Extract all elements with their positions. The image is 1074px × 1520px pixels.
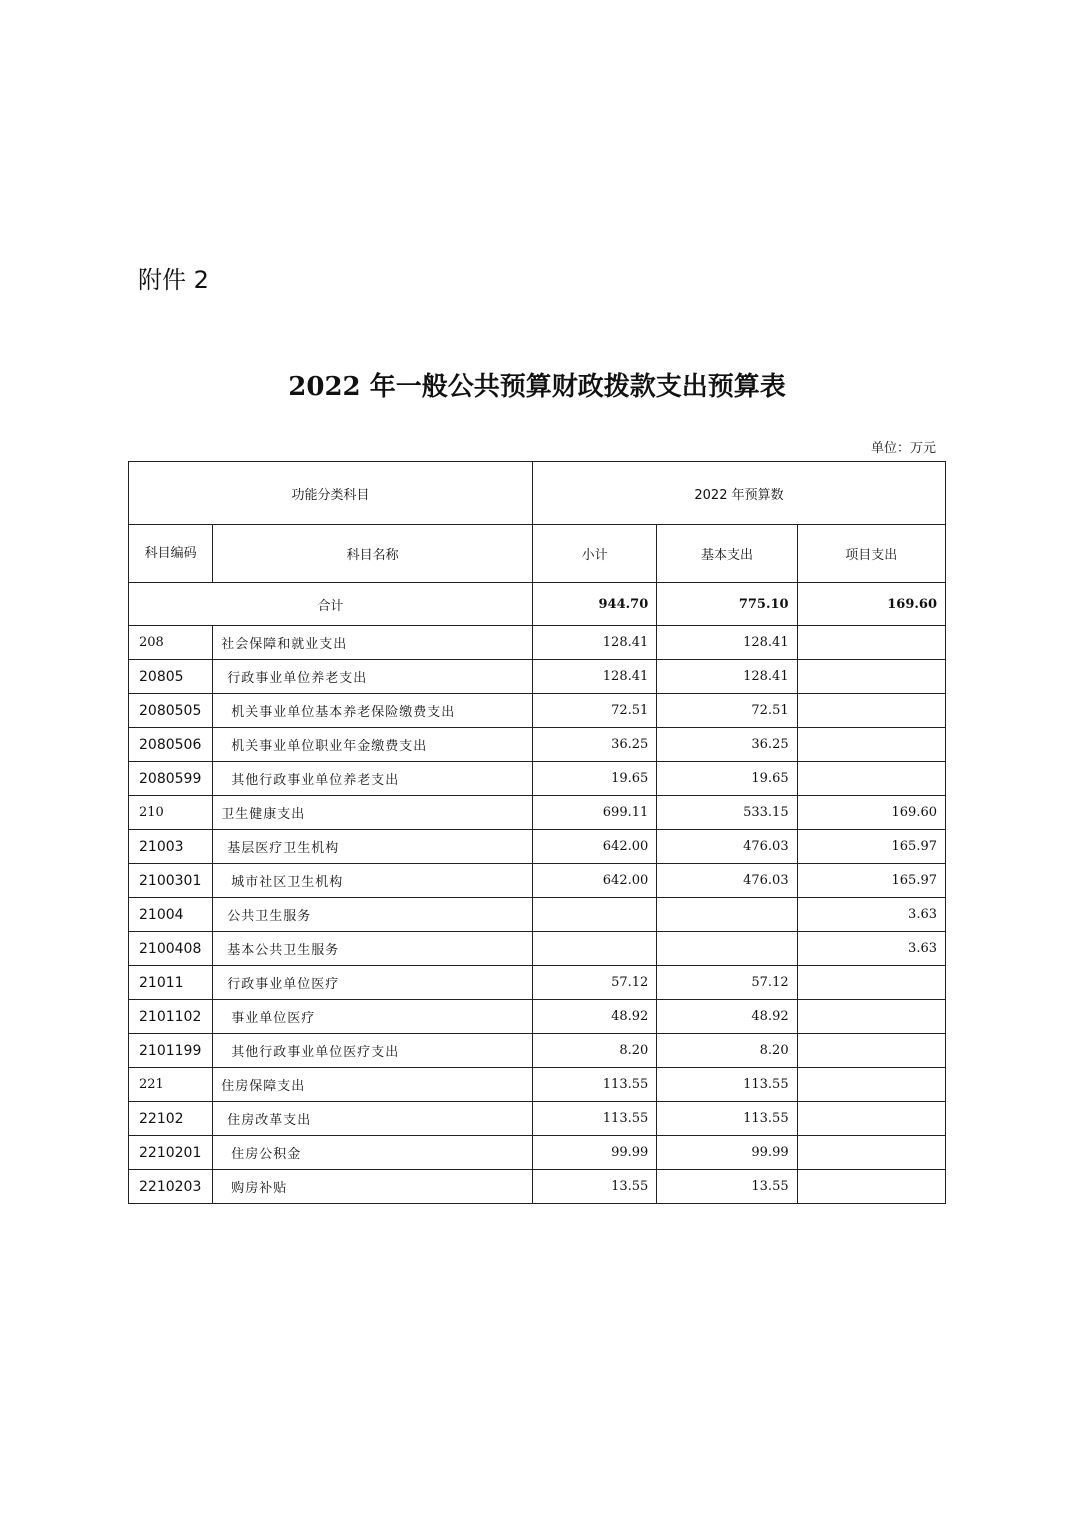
total-project: 169.60 [797,583,945,626]
row-project [797,728,945,762]
row-name: 住房保障支出 [213,1068,533,1102]
row-subtotal: 19.65 [532,762,656,796]
table-row [129,796,946,830]
row-basic: 128.41 [657,626,797,660]
row-subtotal: 113.55 [532,1068,656,1102]
header-code: 科目编码 [129,525,213,583]
row-name: 其他行政事业单位医疗支出 [213,1034,533,1068]
row-name: 住房公积金 [213,1136,533,1170]
row-code: 22102 [129,1102,213,1136]
row-project [797,660,945,694]
row-basic: 113.55 [657,1102,797,1136]
row-subtotal: 8.20 [532,1034,656,1068]
total-basic: 775.10 [657,583,797,626]
row-code: 2101102 [129,1000,213,1034]
row-name: 其他行政事业单位养老支出 [213,762,533,796]
table-row [129,728,946,762]
header-budget-2022: 2022 年预算数 [532,462,945,525]
table-row [129,694,946,728]
row-basic: 48.92 [657,1000,797,1034]
table-row [129,762,946,796]
row-code: 2080506 [129,728,213,762]
row-subtotal: 99.99 [532,1136,656,1170]
row-code: 2101199 [129,1034,213,1068]
header-name: 科目名称 [213,525,533,583]
header-functional-category: 功能分类科目 [129,462,533,525]
unit-label: 单位：万元 [870,441,936,456]
row-basic: 476.03 [657,864,797,898]
row-subtotal [532,932,656,966]
row-project [797,1136,945,1170]
attachment-label: 附件 2 [138,266,209,294]
row-code: 221 [129,1068,213,1102]
total-row [129,583,946,626]
row-subtotal: 128.41 [532,626,656,660]
row-subtotal: 128.41 [532,660,656,694]
row-basic: 8.20 [657,1034,797,1068]
row-name: 基本公共卫生服务 [213,932,533,966]
row-name: 基层医疗卫生机构 [213,830,533,864]
table-row [129,1000,946,1034]
row-code: 2080505 [129,694,213,728]
row-project: 165.97 [797,864,945,898]
row-code: 210 [129,796,213,830]
row-basic: 72.51 [657,694,797,728]
header-subtotal: 小计 [532,525,656,583]
row-project [797,694,945,728]
row-subtotal: 72.51 [532,694,656,728]
row-code: 20805 [129,660,213,694]
row-basic: 476.03 [657,830,797,864]
row-name: 住房改革支出 [213,1102,533,1136]
budget-table [128,461,946,1204]
header-columns-row [129,525,946,583]
row-subtotal [532,898,656,932]
row-code: 2100408 [129,932,213,966]
row-code: 21003 [129,830,213,864]
row-basic: 99.99 [657,1136,797,1170]
row-project [797,1000,945,1034]
row-code: 21011 [129,966,213,1000]
row-project [797,1170,945,1204]
row-name: 机关事业单位基本养老保险缴费支出 [213,694,533,728]
header-project: 项目支出 [797,525,945,583]
row-project: 165.97 [797,830,945,864]
total-label: 合计 [129,583,533,626]
row-project: 169.60 [797,796,945,830]
row-code: 21004 [129,898,213,932]
row-subtotal: 113.55 [532,1102,656,1136]
row-basic: 57.12 [657,966,797,1000]
row-project: 3.63 [797,898,945,932]
table-row [129,660,946,694]
table-row [129,932,946,966]
table-row [129,864,946,898]
table-row [129,626,946,660]
row-code: 2100301 [129,864,213,898]
table-row [129,1068,946,1102]
row-name: 事业单位医疗 [213,1000,533,1034]
row-subtotal: 36.25 [532,728,656,762]
row-project [797,1068,945,1102]
table-row [129,1136,946,1170]
row-project [797,966,945,1000]
table-row [129,898,946,932]
row-name: 购房补贴 [213,1170,533,1204]
row-subtotal: 642.00 [532,864,656,898]
row-basic: 128.41 [657,660,797,694]
row-project: 3.63 [797,932,945,966]
row-subtotal: 699.11 [532,796,656,830]
table-row [129,966,946,1000]
row-basic: 13.55 [657,1170,797,1204]
row-basic: 533.15 [657,796,797,830]
row-name: 行政事业单位医疗 [213,966,533,1000]
row-name: 机关事业单位职业年金缴费支出 [213,728,533,762]
row-name: 公共卫生服务 [213,898,533,932]
page-title: 2022 年一般公共预算财政拨款支出预算表 [288,372,786,402]
row-basic: 36.25 [657,728,797,762]
row-name: 城市社区卫生机构 [213,864,533,898]
row-code: 2080599 [129,762,213,796]
row-basic [657,898,797,932]
row-subtotal: 57.12 [532,966,656,1000]
table-row [129,1034,946,1068]
row-project [797,1034,945,1068]
row-name: 卫生健康支出 [213,796,533,830]
row-code: 2210203 [129,1170,213,1204]
header-group-row [129,462,946,525]
row-basic: 113.55 [657,1068,797,1102]
table-row [129,1170,946,1204]
row-basic [657,932,797,966]
row-name: 行政事业单位养老支出 [213,660,533,694]
row-subtotal: 48.92 [532,1000,656,1034]
table-row [129,1102,946,1136]
row-subtotal: 642.00 [532,830,656,864]
row-code: 2210201 [129,1136,213,1170]
header-basic: 基本支出 [657,525,797,583]
row-subtotal: 13.55 [532,1170,656,1204]
row-project [797,1102,945,1136]
row-basic: 19.65 [657,762,797,796]
total-subtotal: 944.70 [532,583,656,626]
row-project [797,762,945,796]
row-code: 208 [129,626,213,660]
row-name: 社会保障和就业支出 [213,626,533,660]
table-row [129,830,946,864]
row-project [797,626,945,660]
